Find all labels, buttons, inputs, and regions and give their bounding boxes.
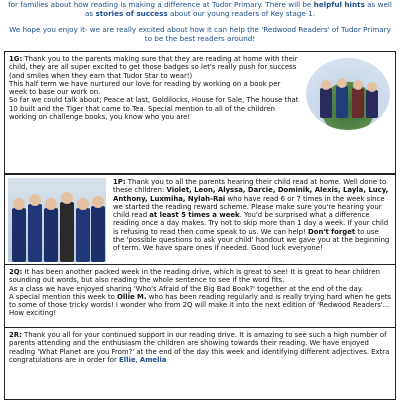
intro-emphasis: helpful hints	[313, 0, 365, 9]
paragraph: who have read 6 or 7 times in the week since we started the reading reward scheme. Please make sure you're hearing your child read	[113, 194, 385, 219]
paragraph: A special mention this week to	[9, 292, 118, 301]
intro-line-2: We hope you enjoy it- we are really excited about how it can help the 'Redwood Readers' of Tudor Primary to be the best readers around!	[9, 24, 391, 44]
class-1p-text	[113, 178, 391, 252]
paragraph: Thank you all for your continued support in our reading drive. It is amazing to see such a high number of parents attending and the enthusiasm the children are showing towards their reading. We have enjoyed reading 'What Planet are you From?' at the end of the day this week and identifying different adjectives. Extra congratulations are in order for	[9, 331, 390, 364]
paragraph: It has been another packed week in the reading drive, which is great to see! It is great to hear children sounding out words, but also reading the whole sentence to see if the word fits.	[9, 268, 380, 285]
child-name: Ellie	[119, 355, 136, 364]
intro-text: about our young readers of Key stage 1.	[167, 9, 315, 19]
emphasis: at least 5 times a week	[149, 211, 240, 219]
intro-text: for families about how reading is making a difference at Tudor Primary. There will be	[8, 0, 314, 9]
class-label: 2R:	[9, 331, 22, 339]
child-names: Violet, Leon, Alyssa, Darcie, Dominik, Alexis, Layla, Lucy, Anthony, Luxmiha, Nylah-Rai	[113, 186, 389, 203]
paragraph: who has been reading regularly and is really trying hard when he gets to some of those tricky words! I wonder who from 2Q will make it into the next edition of 'Redwood Readers'... How exciting!	[9, 292, 391, 318]
intro	[8, 0, 392, 44]
child-name: Ollie M.	[117, 292, 147, 301]
intro-line-1	[8, 0, 392, 19]
paragraph: So far we could talk about; Peace at last, Goldilocks, House for Sale, The house that 10 built and the Tiger that came to Tea. Special mention to all of the children working on challenge books, you know who you are!	[9, 96, 299, 121]
class-label: 2Q:	[9, 268, 23, 276]
emphasis: Don't forget	[307, 227, 356, 236]
paragraph: . You'd be surprised what a difference reading once a day makes. Try not to skip more than 1 day a week. If your child is refusing to read then come speak to us. We can help!	[113, 211, 389, 236]
paragraph: As a class we have enjoyed sharing 'Who's Afraid of the Big Bad Book?' together at the end of the day.	[9, 284, 364, 293]
class-2r-section	[4, 327, 396, 400]
class-label: 1P:	[113, 178, 126, 186]
class-2q-section	[4, 264, 396, 328]
paragraph: Thank you to all the parents hearing their child read at home. Well done to these children:	[113, 178, 387, 195]
class-label: 1G:	[9, 55, 23, 63]
child-name: Amelia	[139, 355, 167, 364]
paragraph: to use the 'possible questions to ask your child' handout we gave you at the beginning of term. We have spare ones if needed. Good luck everyone!	[113, 227, 390, 252]
class-photo-round	[306, 58, 390, 130]
intro-emphasis: stories of success	[95, 9, 168, 19]
paragraph: Thank you to the parents making sure that they are reading at home with their child, they are all super excited to get those badges so let's really push for success (and smiles when they earn that Tudor Star to wear!)	[9, 55, 298, 80]
intro-text: as well as	[85, 0, 392, 19]
class-photo	[8, 178, 106, 262]
paragraph: ,	[135, 355, 140, 364]
paragraph: This half term we have nurtured our love for reading by working on a book per week to base our work on.	[9, 79, 281, 96]
class-1g-text	[9, 55, 299, 121]
